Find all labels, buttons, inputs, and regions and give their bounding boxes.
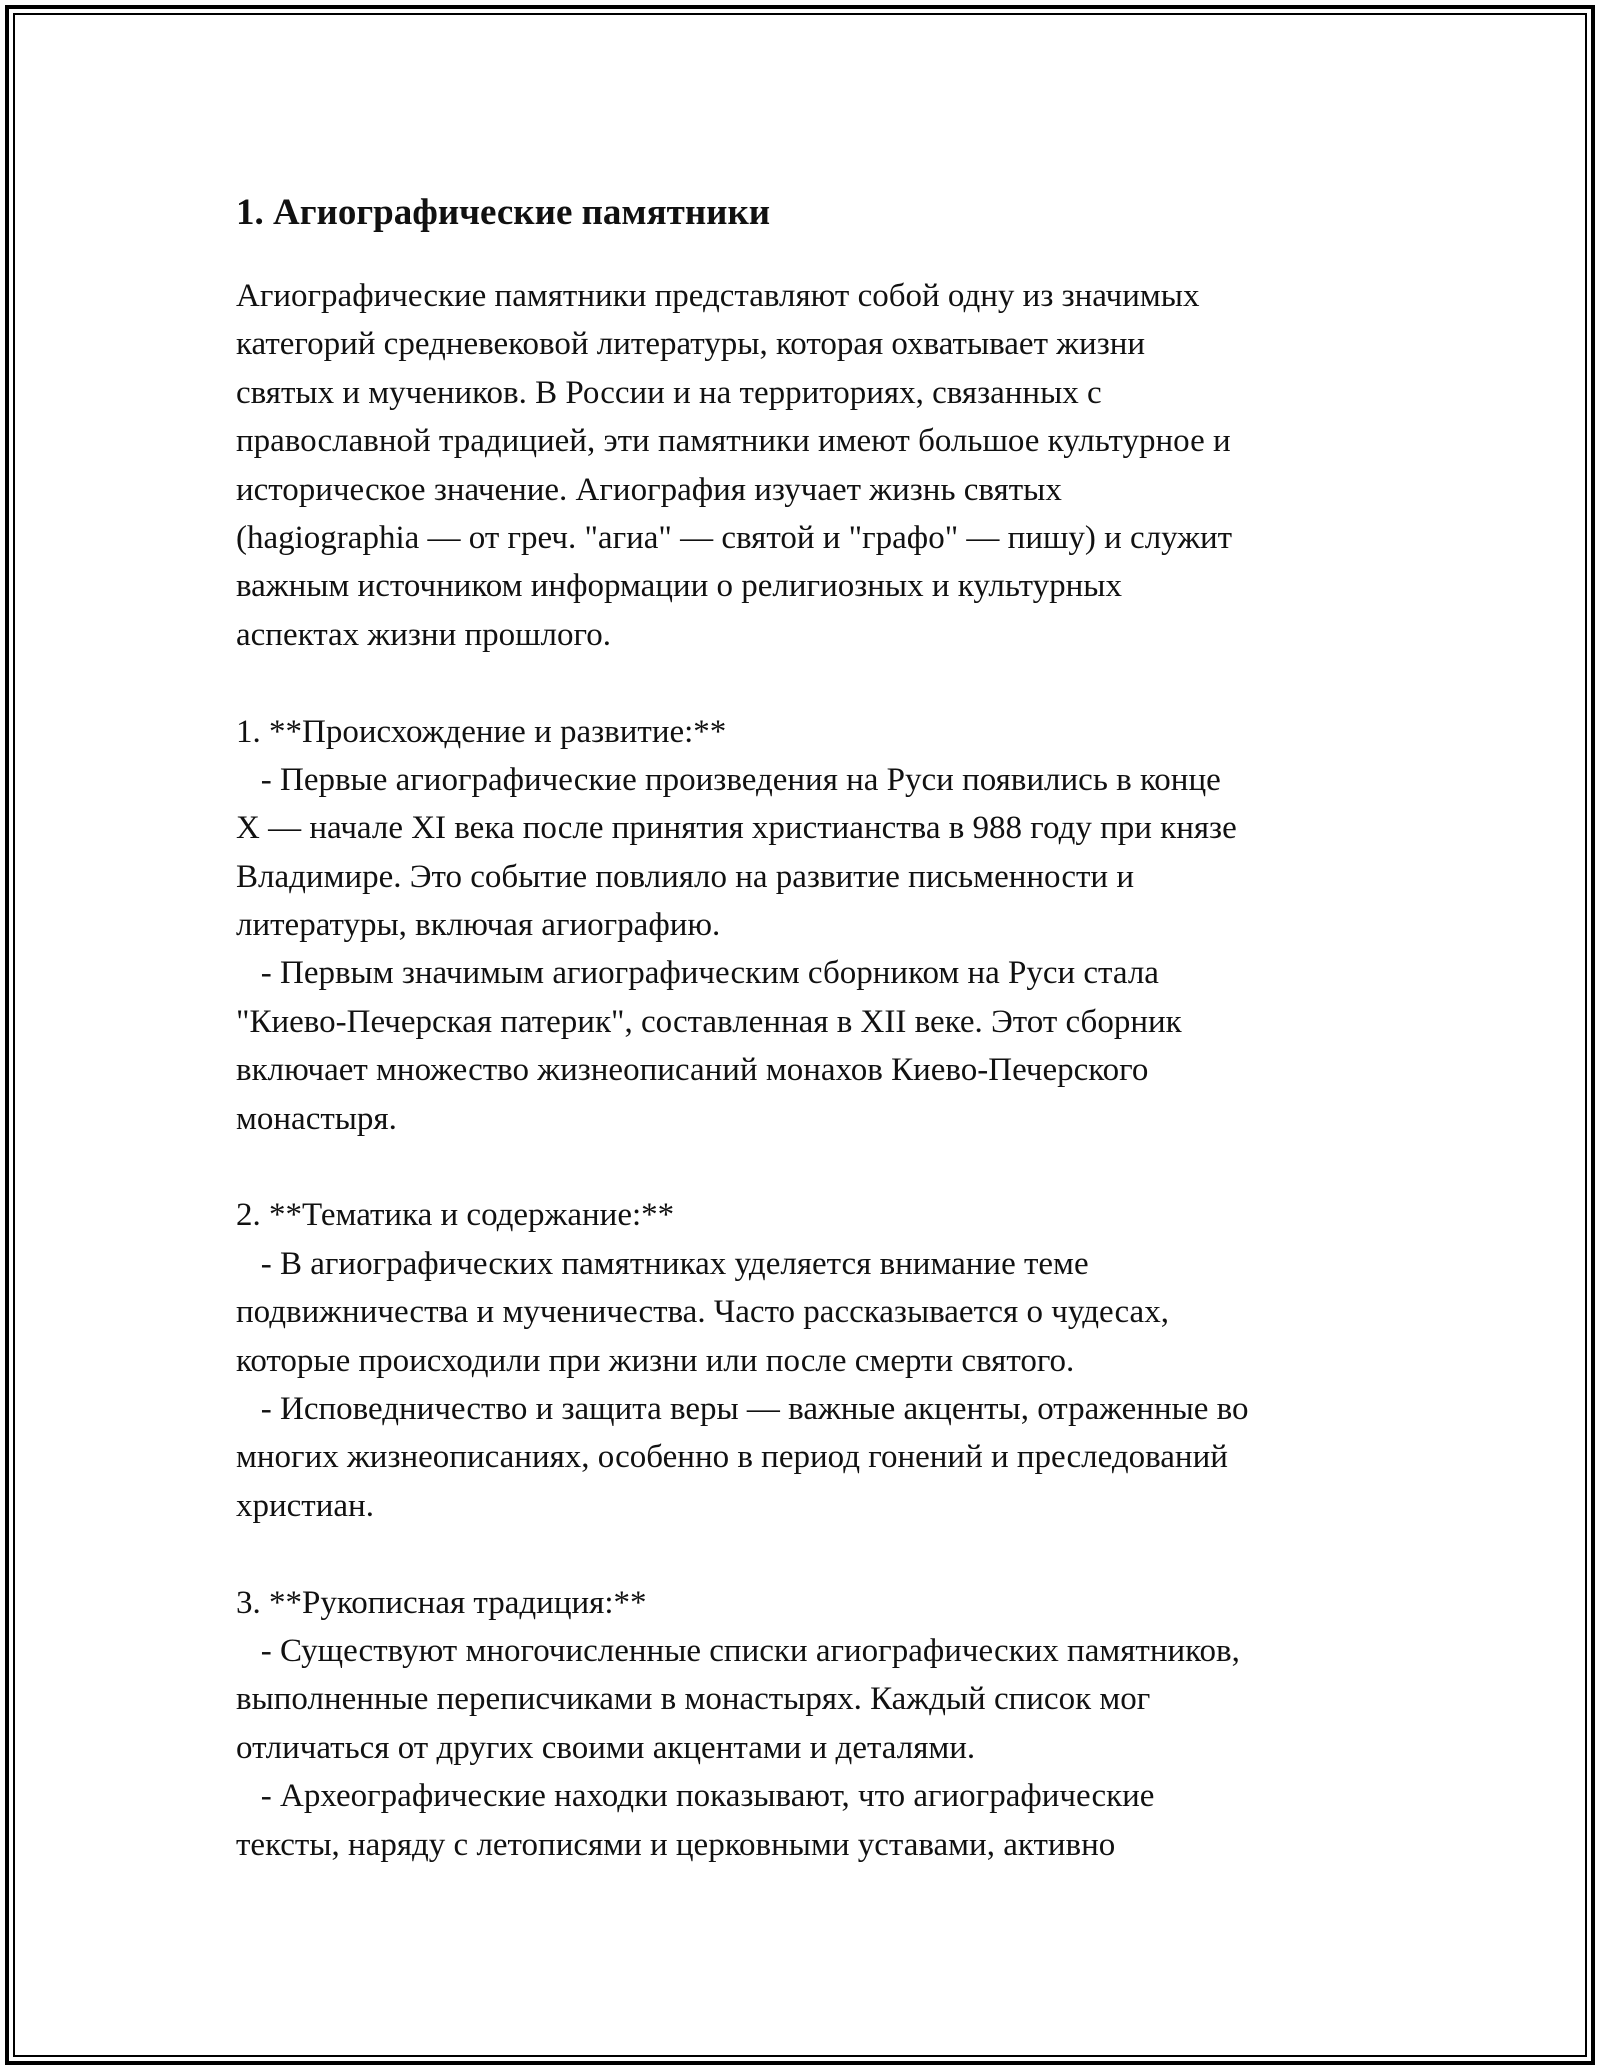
text-line: Агиографические памятники представляют собой одну из значимых xyxy=(236,278,1200,314)
text-line: православной традицией, эти памятники имеют большое культурное и xyxy=(236,423,1231,460)
text-line: святых и мучеников. В России и на территориях, связанных с xyxy=(236,374,1102,411)
text-line: 2. **Тематика и содержание:** xyxy=(236,1197,675,1234)
text-line: многих жизнеописаниях, особенно в период гонений и преследований xyxy=(236,1439,1228,1476)
text-line: которые происходили при жизни или после смерти святого. xyxy=(236,1342,1075,1379)
text-line: категорий средневековой литературы, которая охватывает жизни xyxy=(236,326,1146,363)
text-line: - В агиографических памятниках уделяется внимание теме xyxy=(236,1245,1089,1282)
blank-line xyxy=(236,1143,1386,1191)
text-line: христиан. xyxy=(236,1487,374,1524)
text-line: подвижничества и мученичества. Часто рассказывается о чудесах, xyxy=(236,1294,1169,1331)
text-line: 1. **Происхождение и развитие:** xyxy=(236,713,727,750)
text-line: отличаться от других своими акцентами и деталями. xyxy=(236,1729,976,1766)
section-heading: 1. Агиографические памятники xyxy=(236,192,771,233)
text-line: 3. **Рукописная традиция:** xyxy=(236,1584,647,1621)
text-line: аспектах жизни прошлого. xyxy=(236,616,611,653)
text-line: важным источником информации о религиозных и культурных xyxy=(236,568,1122,605)
text-line: тексты, наряду с летописями и церковными уставами, активно xyxy=(236,1826,1116,1863)
text-line: - Археографические находки показывают, что агиографические xyxy=(236,1778,1155,1815)
document-body xyxy=(236,183,1386,1869)
text-line: литературы, включая агиографию. xyxy=(236,907,721,944)
text-line: X — начале XI века после принятия христианства в 988 году при князе xyxy=(236,810,1237,847)
text-line: "Киево-Печерская патерик", составленная в XII веке. Этот сборник xyxy=(236,1003,1182,1040)
blank-line xyxy=(236,659,1386,707)
blank-line xyxy=(236,1530,1386,1578)
text-line: монастыря. xyxy=(236,1100,397,1137)
text-line: включает множество жизнеописаний монахов Киево-Печерского xyxy=(236,1052,1149,1089)
text-line: историческое значение. Агиография изучает жизнь святых xyxy=(236,471,1062,508)
text-line: - Первые агиографические произведения на Руси появились в конце xyxy=(236,761,1221,798)
text-line: выполненные переписчиками в монастырях. Каждый список мог xyxy=(236,1681,1151,1718)
text-line: Владимире. Это событие повлияло на развитие письменности и xyxy=(236,858,1134,895)
text-line: - Первым значимым агиографическим сборником на Руси стала xyxy=(236,955,1159,992)
text-line: - Исповедничество и защита веры — важные акценты, отраженные во xyxy=(236,1390,1249,1427)
text-line: - Существуют многочисленные списки агиографических памятников, xyxy=(236,1632,1240,1669)
text-line: (hagiographia — от греч. "агиа" — святой и "графо" — пишу) и служит xyxy=(236,519,1233,556)
paragraph-lines xyxy=(236,272,1386,1869)
